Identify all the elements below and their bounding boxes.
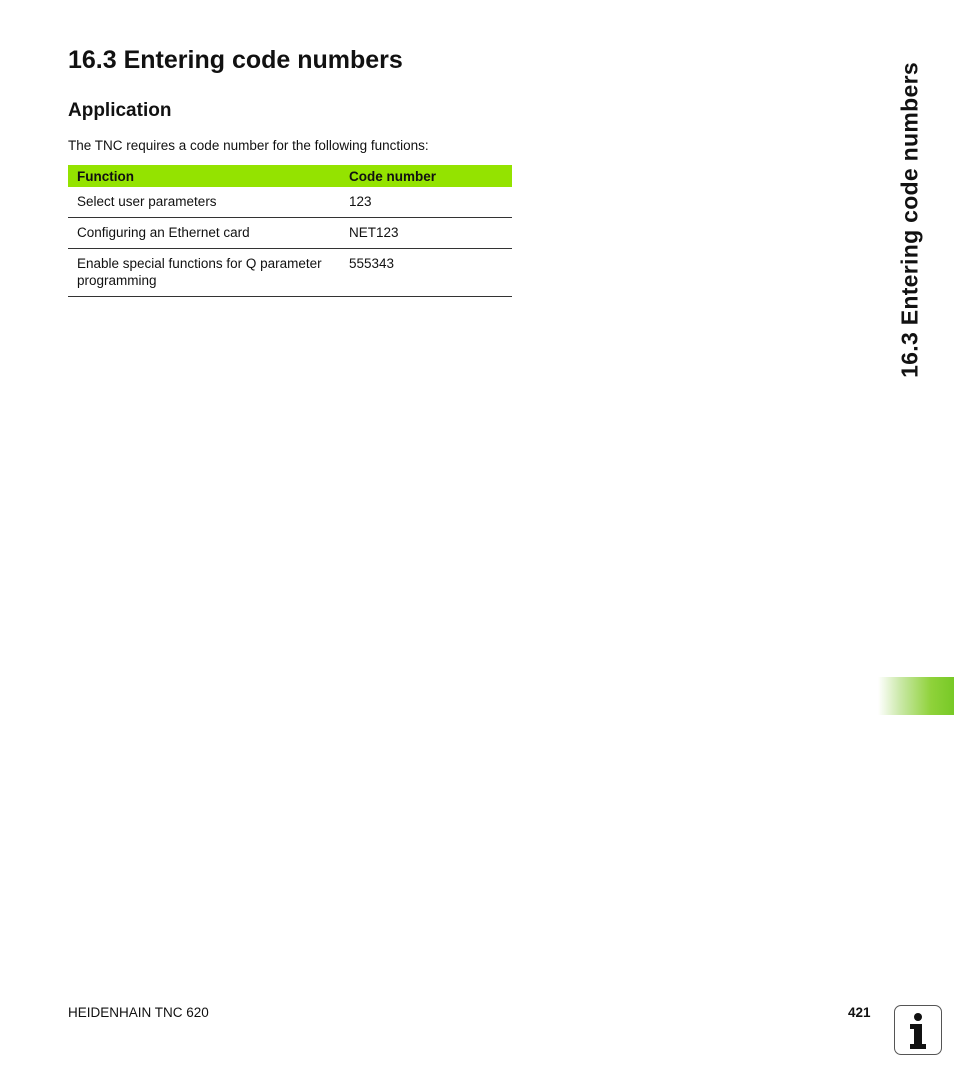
intro-text: The TNC requires a code number for the following functions:: [68, 138, 429, 153]
code-cell: 123: [340, 187, 512, 218]
footer-product: HEIDENHAIN TNC 620: [68, 1005, 209, 1020]
section-title: 16.3 Entering code numbers: [68, 46, 403, 74]
table-header-row: [68, 165, 512, 187]
code-cell: NET123: [340, 218, 512, 249]
subsection-title: Application: [68, 100, 172, 121]
table-row: [68, 218, 512, 249]
side-chapter-title: 16.3 Entering code numbers: [896, 62, 923, 378]
header-code-number: Code number: [340, 165, 512, 187]
code-cell: 555343: [340, 249, 512, 297]
info-icon: [894, 1005, 942, 1055]
chapter-tab: [878, 677, 954, 715]
table-row: [68, 187, 512, 218]
table-row: [68, 249, 512, 297]
header-function: Function: [68, 165, 340, 187]
function-cell: Enable special functions for Q parameter programming: [68, 249, 340, 297]
function-cell: Select user parameters: [68, 187, 340, 218]
page-number: 421: [848, 1005, 871, 1020]
function-cell: Configuring an Ethernet card: [68, 218, 340, 249]
code-number-table: [68, 165, 512, 297]
